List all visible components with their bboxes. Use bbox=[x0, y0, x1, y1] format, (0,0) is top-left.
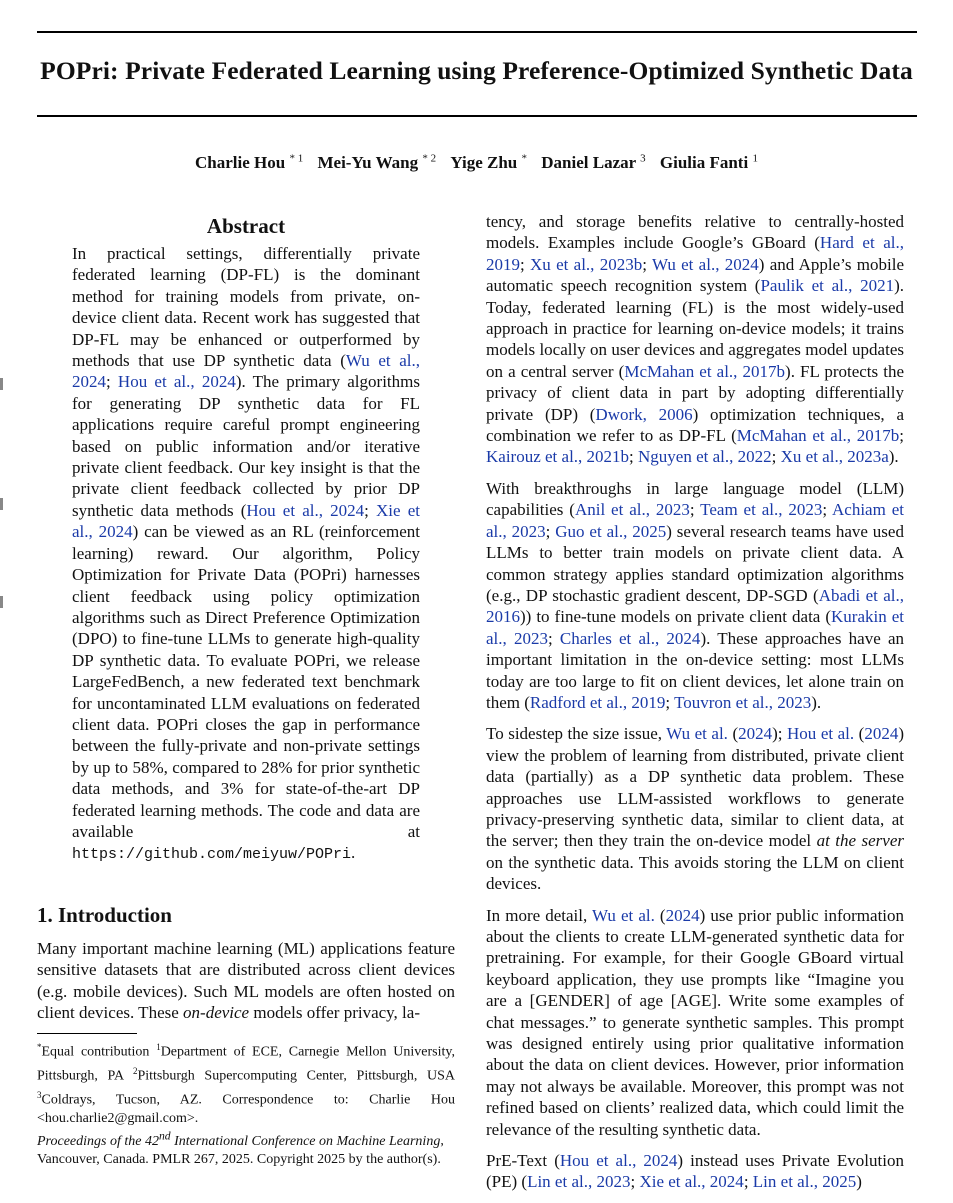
body-text: In more detail, bbox=[486, 905, 593, 925]
margin-mark bbox=[0, 378, 3, 390]
citation-link[interactable]: Touvron et al., 2023 bbox=[674, 692, 812, 712]
citation-link[interactable]: 2024 bbox=[864, 724, 899, 744]
abstract-heading: Abstract bbox=[206, 214, 286, 238]
right-column bbox=[486, 211, 904, 1203]
citation-link[interactable]: Xu et al., 2023b bbox=[530, 254, 643, 274]
author-affiliation: * 1 bbox=[289, 152, 304, 164]
author bbox=[660, 153, 758, 172]
body-text: ( bbox=[854, 724, 865, 744]
emphasis-text: at the server bbox=[816, 831, 904, 851]
body-text: Many important machine learning (ML) applications feature sensitive datasets that are distributed across client devices (e.g. mobile devices). Such ML models are often hosted on client devices. These bbox=[37, 939, 455, 1023]
citation-link[interactable]: Xie et al., 2024 bbox=[639, 1172, 744, 1192]
footnote-text: Pittsburgh Supercomputing Center, Pittsburgh, USA bbox=[137, 1068, 456, 1084]
body-text: ). FL protects the privacy of client data in part by adopting differentially private (DP) ( bbox=[486, 361, 905, 424]
citation-link[interactable]: McMahan et al., 2017b bbox=[736, 426, 900, 446]
citation-link[interactable]: Wu et al., 2024 bbox=[651, 254, 759, 274]
author-name: Charlie Hou bbox=[195, 152, 286, 172]
body-text: ) and Apple’s mobile automatic speech recognition system ( bbox=[486, 254, 904, 296]
body-text: ; bbox=[899, 426, 904, 446]
citation-link[interactable]: Achiam et al., 2023 bbox=[486, 500, 904, 541]
citation-link[interactable]: Anil et al., 2023 bbox=[574, 500, 690, 520]
citation-link[interactable]: 2024 bbox=[665, 905, 700, 925]
citation-link[interactable]: Lin et al., 2023 bbox=[527, 1172, 631, 1192]
margin-mark bbox=[0, 596, 3, 608]
body-text: on the synthetic data. This avoids storing the LLM on client devices. bbox=[486, 852, 904, 894]
abstract-text: . bbox=[351, 843, 356, 863]
body-text: ; bbox=[665, 692, 675, 712]
top-rule bbox=[37, 31, 917, 33]
author-affiliation: 1 bbox=[752, 152, 758, 164]
abstract-text: ) can be viewed as an RL (reinforcement learning) reward. Our algorithm, Policy Optimization for Private Data (POPri) harnesses client feedback using policy optimization algorithms such as Direct Preference Optimization (DPO) to fine-tune LLMs to generate high-quality DP synthetic data. To evaluate POPri, we release LargeFedBench, a new federated text benchmark for uncontaminated LLM evaluations on federated client data. POPri closes the gap in performance between the fully-private and non-private settings by up to 58%, compared to 28% for prior synthetic data methods, and 3% for state-of-the-art DP federated learning methods. The code and data are available at bbox=[72, 522, 420, 841]
body-text: ). bbox=[811, 692, 822, 712]
body-text: ; bbox=[630, 1172, 640, 1192]
proceedings-text: International Conference on Machine Learning bbox=[170, 1133, 441, 1149]
paragraph bbox=[486, 211, 904, 468]
body-text: ; bbox=[642, 254, 652, 274]
abstract-text: ; bbox=[106, 372, 118, 392]
citation-link[interactable]: Dwork, 2006 bbox=[595, 404, 693, 424]
body-text: To sidestep the size issue, bbox=[486, 724, 667, 744]
citation-link[interactable]: Kairouz et al., 2021b bbox=[486, 447, 630, 467]
citation-link[interactable]: Guo et al., 2025 bbox=[555, 521, 667, 541]
body-text: ; bbox=[629, 447, 639, 467]
proceedings-sup: nd bbox=[158, 1129, 171, 1142]
body-text: ); bbox=[772, 724, 788, 744]
intro-paragraph bbox=[37, 938, 455, 1024]
paragraph bbox=[486, 1150, 904, 1193]
paragraph bbox=[486, 478, 904, 713]
body-text: ; bbox=[520, 254, 531, 274]
author-name: Mei-Yu Wang bbox=[317, 152, 419, 172]
proceedings-text: , Vancouver, Canada. PMLR 267, 2025. Copyright 2025 by the author(s). bbox=[37, 1133, 444, 1168]
body-text: ; bbox=[822, 500, 833, 520]
code-url[interactable]: https://github.com/meiyuw/POPri bbox=[72, 846, 352, 864]
body-text: ). Today, federated learning (FL) is the most widely-used approach in practice for learning on-device models; it trains models locally on user devices and aggregates model updates on a central server ( bbox=[486, 276, 905, 381]
footnote: *Equal contribution $^1$Department of ECE, Carnegie Mellon University, Pittsburgh, PA $^2$Pittsburgh Supercomputing Center, Pittsburgh, USA $^3$Coldrays, Tucson, AZ. Correspondence to: Charlie Hou <hou.charlie2@gmail.com>. bbox=[37, 1042, 456, 1127]
citation-link[interactable]: Hou et al., 2024 bbox=[117, 372, 236, 392]
paragraph bbox=[486, 723, 904, 894]
citation-link[interactable]: Team et al., 2023 bbox=[700, 500, 823, 520]
author bbox=[317, 153, 436, 172]
author bbox=[195, 153, 303, 172]
author-name: Giulia Fanti bbox=[659, 152, 749, 172]
proceedings-text: Proceedings of the 42 bbox=[37, 1133, 159, 1149]
citation-link[interactable]: Xu et al., 2023a bbox=[780, 447, 889, 467]
body-text: ; bbox=[547, 628, 560, 648]
author-affiliation: * bbox=[521, 152, 528, 164]
citation-link[interactable]: Wu et al. bbox=[592, 905, 655, 925]
footnote-text: Coldrays, Tucson, AZ. Correspondence to: Charlie Hou <hou.charlie2@gmail.com>. bbox=[37, 1092, 455, 1127]
citation-link[interactable]: Paulik et al., 2021 bbox=[760, 276, 895, 296]
citation-link[interactable]: Hou et al., 2024 bbox=[559, 1151, 678, 1171]
paper-title: POPri: Private Federated Learning using Preference-Optimized Synthetic Data bbox=[40, 56, 913, 85]
body-text: tency, and storage benefits relative to centrally-hosted models. Examples include Google’s GBoard ( bbox=[486, 212, 904, 253]
author-name: Yige Zhu bbox=[450, 152, 518, 172]
citation-link[interactable]: Radford et al., 2019 bbox=[529, 692, 666, 712]
citation-link[interactable]: Abadi et al., 2016 bbox=[486, 585, 904, 627]
citation-link[interactable]: Lin et al., 2025 bbox=[752, 1172, 857, 1192]
footnote-text: Equal contribution bbox=[41, 1044, 157, 1060]
body-text: ( bbox=[654, 905, 666, 925]
citation-link[interactable]: Kurakin et al., 2023 bbox=[486, 607, 904, 648]
body-text: ) bbox=[856, 1172, 862, 1192]
footnote-text: Department of ECE, Carnegie Mellon University, Pittsburgh, PA bbox=[37, 1044, 456, 1084]
author-affiliation: 3 bbox=[640, 152, 646, 164]
body-text: ) optimization techniques, a combination we refer to as DP-FL ( bbox=[486, 404, 904, 446]
proceedings-note bbox=[37, 1127, 455, 1170]
author bbox=[541, 153, 645, 172]
body-text: ). bbox=[888, 447, 899, 467]
abstract-text: ). The primary algorithms for generating DP synthetic data for FL applications require careful prompt engineering based on public information and/or iterative private client feedback. Our key insight is that the private client feedback collected by prior DP synthetic data methods ( bbox=[72, 372, 420, 520]
paragraph bbox=[486, 905, 904, 1140]
body-text: ) instead uses Private Evolution (PE) ( bbox=[486, 1151, 904, 1192]
body-text: ; bbox=[743, 1172, 753, 1192]
emphasis-text: on-device bbox=[183, 1003, 250, 1023]
author-affiliation: * 2 bbox=[422, 152, 437, 164]
body-text: ( bbox=[727, 724, 739, 744]
body-text: ; bbox=[771, 447, 781, 467]
citation-link[interactable]: Hou et al., 2024 bbox=[246, 500, 365, 520]
margin-mark bbox=[0, 498, 3, 510]
author-name: Daniel Lazar bbox=[541, 152, 636, 172]
author bbox=[450, 153, 527, 172]
body-text: ). These approaches have an important limitation in the on-device setting: most LLMs today are too large to fit on client devices, let alone train on them ( bbox=[486, 628, 904, 712]
citation-link[interactable]: Hou et al. bbox=[787, 724, 855, 744]
citation-link[interactable]: Hard et al., 2019 bbox=[486, 233, 904, 274]
abstract-text: ; bbox=[364, 500, 377, 520]
citation-link[interactable]: McMahan et al., 2017b bbox=[624, 361, 786, 381]
body-text: With breakthroughs in large language model (LLM) capabilities ( bbox=[486, 478, 904, 520]
section-heading-introduction: 1. Introduction bbox=[37, 903, 172, 927]
citation-link[interactable]: 2024 bbox=[738, 724, 773, 744]
body-text: PrE-Text ( bbox=[486, 1151, 560, 1171]
citation-link[interactable]: Nguyen et al., 2022 bbox=[638, 447, 772, 467]
citation-link[interactable]: Charles et al., 2024 bbox=[559, 628, 701, 648]
body-text: ; bbox=[545, 521, 556, 541]
body-text: ) view the problem of learning from distributed, private client data (partially) as a DP synthetic data problem. These approaches use LLM-assisted workflows to generate privacy-preserving synthetic data, similar to client data, at the server; then they train the on-device model bbox=[486, 724, 904, 851]
abstract-body bbox=[72, 243, 420, 866]
body-text: ) several research teams have used LLMs to better train models on private client data. A common strategy applies standard optimization algorithms (e.g., DP stochastic gradient descent, DP-SGD ( bbox=[486, 521, 904, 605]
body-text: models offer privacy, la- bbox=[249, 1003, 420, 1023]
abstract-text: In practical settings, differentially private federated learning (DP-FL) is the dominant method for training models from private, on-device client data. Recent work has suggested that DP-FL may be enhanced or outperformed by methods that use DP synthetic data ( bbox=[72, 244, 420, 371]
title-bottom-rule bbox=[37, 115, 917, 117]
footnote-rule bbox=[37, 1033, 137, 1034]
citation-link[interactable]: Xie et al., 2024 bbox=[72, 500, 420, 542]
citation-link[interactable]: Wu et al., 2024 bbox=[72, 351, 420, 392]
body-text: ; bbox=[689, 500, 701, 520]
author-list bbox=[0, 152, 953, 173]
body-text: ) use prior public information about the clients to create LLM-generated synthetic data for pretraining. For example, for their Google GBoard virtual keyboard application, they use prompts like “Imagine you are a [GENDER] of age [AGE]. Write some examples of chat messages.” to generate synthetic samples. This prompt was designed entirely using prior qualitative information about the data on client devices. However, prior information may not always be available. Moreover, this prompt was not refined based on clients’ realized data, which could limit the relevance of the resulting synthetic data. bbox=[486, 905, 905, 1139]
body-text: )) to fine-tune models on private client data ( bbox=[520, 607, 832, 627]
citation-link[interactable]: Wu et al. bbox=[666, 724, 728, 744]
